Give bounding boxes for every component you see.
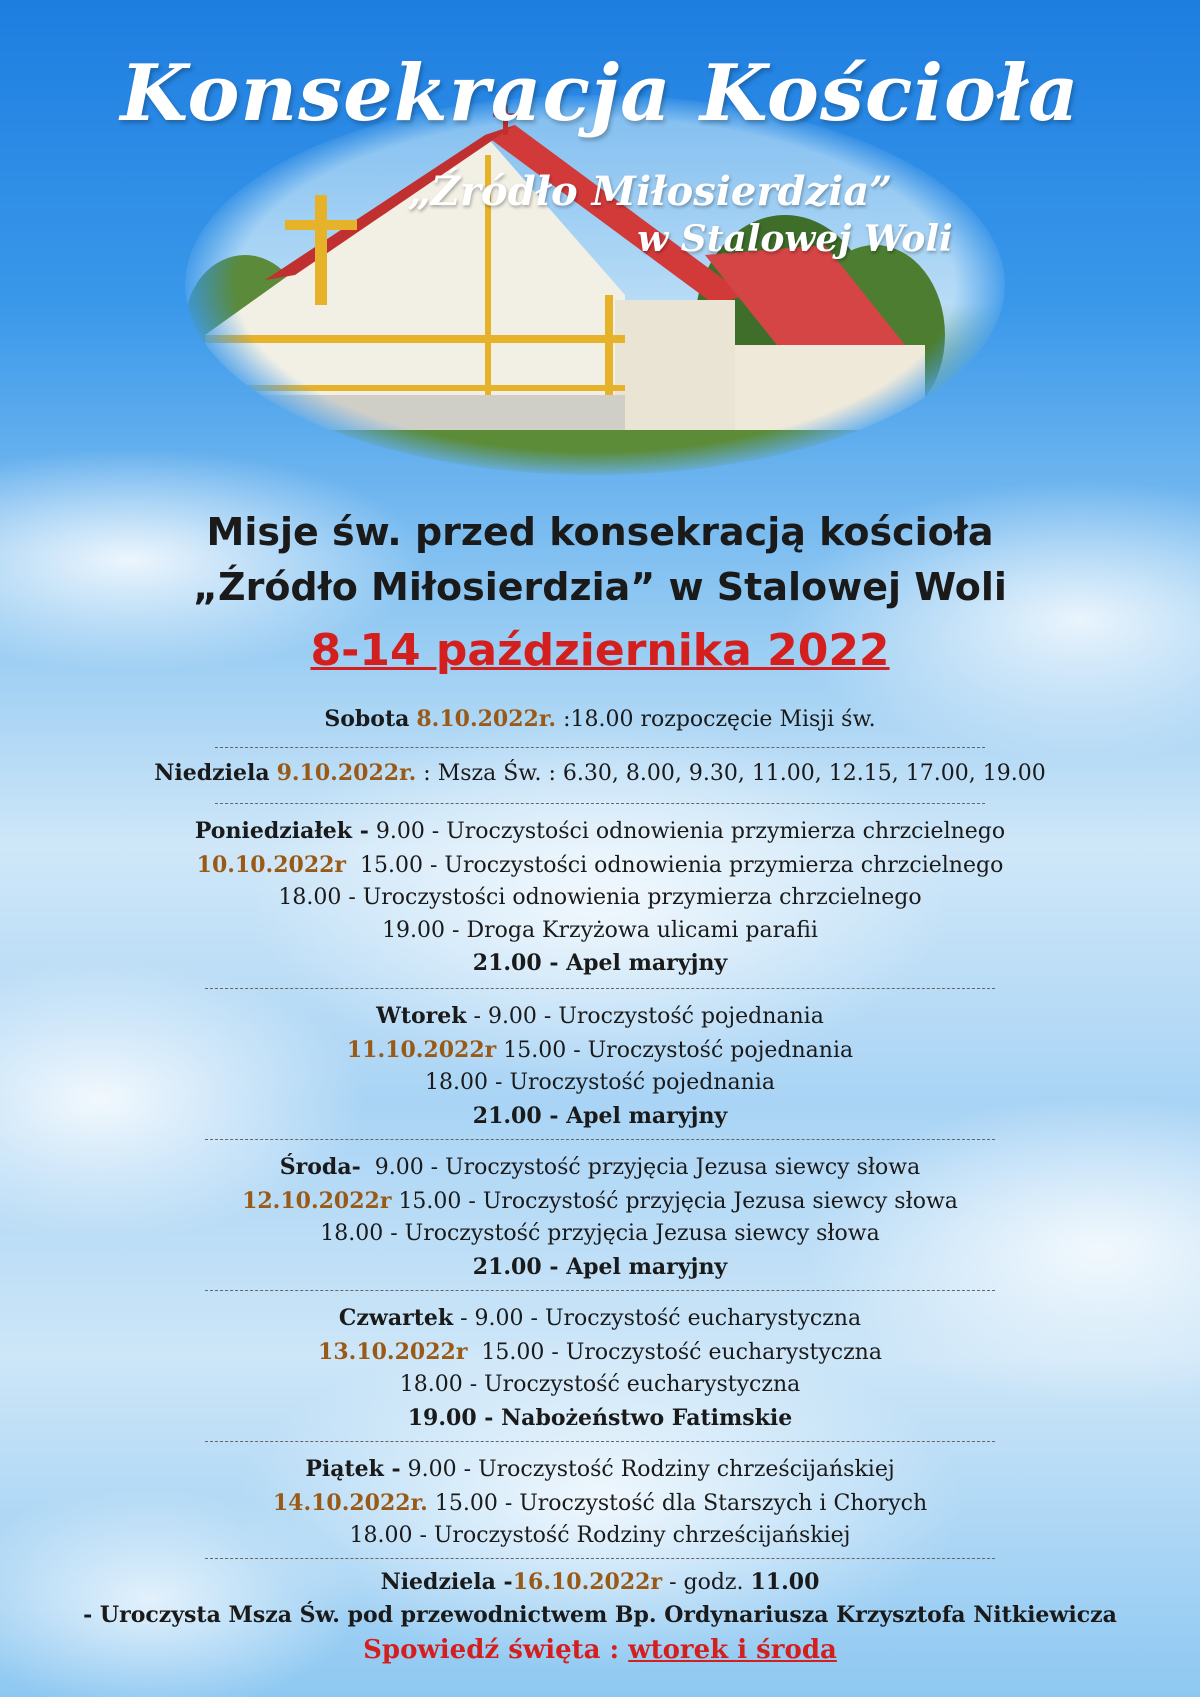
mission-dates: 8-14 października 2022: [310, 625, 890, 676]
event-text: 9.00 - Uroczystości odnowienia przymierza chrzcielnego: [375, 819, 1006, 844]
mass-description: - Uroczysta Msza Św. pod przewodnictwem Bp. Ordynariusza Krzysztofa Nitkiewicza: [83, 1602, 1117, 1628]
event-text: 21.00 - Apel maryjny: [472, 950, 728, 976]
divider: [0, 747, 1200, 748]
schedule-saturday: [0, 706, 1200, 732]
event-text: 18.00 - Uroczystość Rodziny chrześcijańskiej: [349, 1523, 851, 1548]
day-label: Poniedziałek -: [194, 818, 369, 844]
date-label: 12.10.2022r: [242, 1187, 392, 1214]
divider: [0, 988, 1200, 989]
godz-label: - godz.: [662, 1570, 751, 1595]
day-label: Piątek -: [305, 1456, 401, 1482]
divider: [0, 1139, 1200, 1140]
date-label: 9.10.2022r.: [276, 760, 417, 786]
church-location: w Stalowej Woli: [637, 218, 953, 260]
church-name: „Źródło Miłosierdzia”: [407, 168, 893, 215]
event-text: 15.00 - Uroczystość pojednania: [503, 1037, 854, 1063]
schedule-wednesday: [0, 1151, 1200, 1283]
church-illustration: [185, 95, 1005, 475]
event-text: 18.00 - Uroczystości odnowienia przymierza chrzcielnego: [278, 885, 922, 910]
day-label: Czwartek: [338, 1305, 454, 1331]
event-text: : Msza Św. : 6.30, 8.00, 9.30, 11.00, 12.15, 17.00, 19.00: [423, 761, 1046, 786]
event-text: 18.00 - Uroczystość przyjęcia Jezusa siewcy słowa: [320, 1221, 880, 1246]
time-label: 11.00: [750, 1569, 820, 1595]
event-text: 15.00 - Uroczystość dla Starszych i Chorych: [434, 1490, 928, 1516]
date-label: 11.10.2022r: [346, 1036, 497, 1063]
event-text: 19.00 - Nabożeństwo Fatimskie: [407, 1404, 793, 1431]
confession-days: wtorek i środa: [628, 1635, 837, 1665]
schedule-monday: [0, 815, 1200, 980]
date-label: 8.10.2022r.: [416, 706, 557, 732]
divider: [0, 803, 1200, 804]
event-text: 19.00 - Droga Krzyżowa ulicami parafii: [382, 917, 818, 943]
poster-title: Konsekracja Kościoła: [120, 48, 1080, 139]
day-label: Niedziela -: [380, 1569, 513, 1595]
day-label: Niedziela: [154, 760, 270, 786]
event-text: 9.00 - Uroczystość przyjęcia Jezusa siewcy słowa: [374, 1155, 921, 1180]
date-label: 16.10.2022r: [512, 1569, 663, 1595]
event-text: 15.00 - Uroczystość eucharystyczna: [481, 1339, 882, 1365]
event-text: 18.00 - Uroczystość eucharystyczna: [399, 1372, 801, 1397]
schedule-final-sunday: [0, 1566, 1200, 1669]
date-label: 14.10.2022r.: [272, 1489, 428, 1516]
schedule-tuesday: [0, 1000, 1200, 1132]
intro-line-2: „Źródło Miłosierdzia” w Stalowej Woli: [193, 565, 1007, 609]
day-label: Wtorek: [376, 1003, 467, 1029]
event-text: - 9.00 - Uroczystość eucharystyczna: [460, 1306, 862, 1331]
intro-line-1: Misje św. przed konsekracją kościoła: [206, 510, 994, 554]
divider: [0, 1558, 1200, 1559]
schedule-sunday: [0, 760, 1200, 786]
confession-label: Spowiedź święta :: [363, 1635, 629, 1665]
date-label: 10.10.2022r: [196, 851, 347, 878]
day-label: Środa-: [279, 1154, 361, 1180]
event-text: 18.00 - Uroczystość pojednania: [425, 1070, 775, 1095]
divider: [0, 1441, 1200, 1442]
event-text: - 9.00 - Uroczystość pojednania: [473, 1004, 824, 1029]
event-text: 15.00 - Uroczystości odnowienia przymierza chrzcielnego: [360, 852, 1004, 878]
church-photo: [185, 95, 1005, 475]
divider: [0, 1290, 1200, 1291]
event-text: 15.00 - Uroczystość przyjęcia Jezusa siewcy słowa: [398, 1188, 958, 1214]
date-label: 13.10.2022r: [318, 1338, 468, 1365]
day-label: Sobota: [324, 706, 410, 732]
event-text: 21.00 - Apel maryjny: [472, 1253, 728, 1280]
event-text: 9.00 - Uroczystość Rodziny chrześcijańskiej: [407, 1457, 895, 1482]
event-text: :18.00 rozpoczęcie Misji św.: [563, 707, 876, 732]
schedule-thursday: [0, 1302, 1200, 1434]
schedule-friday: [0, 1453, 1200, 1553]
event-text: 21.00 - Apel maryjny: [472, 1102, 728, 1129]
